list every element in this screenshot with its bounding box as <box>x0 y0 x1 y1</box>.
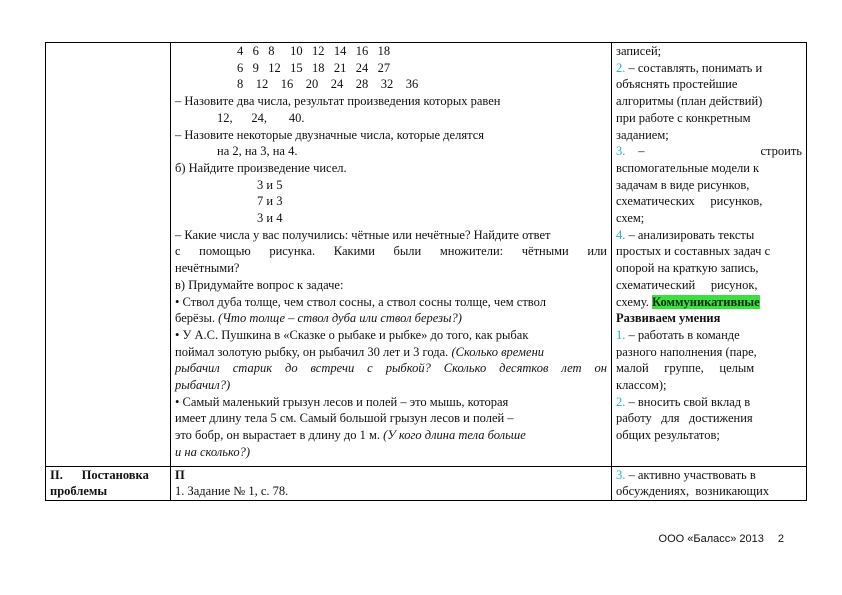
number-row-2: 6 9 12 15 18 21 24 27 <box>237 60 391 75</box>
skills-line: схематический рисунок, <box>616 277 758 292</box>
content-cell <box>171 466 612 500</box>
skills-line <box>616 60 802 77</box>
task-2-question-part-3: рыбачил?) <box>175 378 231 393</box>
task-2-line-3 <box>175 360 607 377</box>
skill-text: – работать в команде <box>625 327 740 342</box>
skills-line <box>616 327 802 344</box>
question-two-digit: – Назовите некоторые двузначные числа, которые делятся <box>175 127 484 142</box>
skill-number: 1. <box>616 327 626 342</box>
skill-number: 3. <box>616 467 626 482</box>
skills-line: вспомогательные модели к <box>616 160 760 175</box>
skill-text: – составлять, понимать и <box>625 60 763 75</box>
skill-number: 2. <box>616 60 626 75</box>
skills-line: алгоритмы (план действий) <box>616 94 763 109</box>
skills-line: при работе с конкретным <box>616 110 751 125</box>
task-2-question-part-1: (Сколько времени <box>451 344 545 359</box>
page-number: 2 <box>777 533 784 545</box>
skills-line: малой группе, целым <box>616 361 755 376</box>
stage-title: II. Постановка <box>50 467 149 482</box>
skills-line: опорой на краткую запись, <box>616 261 759 276</box>
row2-task: 1. Задание № 1, с. 78. <box>175 484 289 499</box>
skill-text: – активно участвовать в <box>625 467 756 482</box>
task-3-question-part-2: и на сколько?) <box>175 444 250 459</box>
lesson-plan-table <box>45 42 807 501</box>
content-cell <box>171 43 612 467</box>
task-1-question: (Что толще – ствол дуба или ствол березы?) <box>218 311 462 326</box>
question-product: – Назовите два числа, результат произведения которых равен <box>175 94 501 109</box>
pair-3: 3 и 4 <box>257 211 283 226</box>
skills-line: общих результатов; <box>616 428 720 443</box>
task-1-line-1: • Ствол дуба толще, чем ствол сосны, а ствол сосны толще, чем ствол <box>175 294 546 309</box>
task-3-line-1: • Самый маленький грызун лесов и полей – это мышь, которая <box>175 394 509 409</box>
skills-line <box>616 467 802 484</box>
skills-cell <box>612 466 807 500</box>
skills-line <box>616 394 802 411</box>
skills-line <box>616 294 802 311</box>
skills-line <box>616 227 802 244</box>
stage-cell <box>46 466 171 500</box>
skill-number: 3. <box>616 144 626 159</box>
row2-heading: П <box>175 467 185 482</box>
skills-line: задачам в виде рисунков, <box>616 177 750 192</box>
table-row <box>46 43 807 467</box>
task-1-line-2 <box>175 310 607 327</box>
stage-cell-empty <box>46 43 171 467</box>
task-2-line-2 <box>175 344 607 361</box>
part-v-heading: в) Придумайте вопрос к задаче: <box>175 277 344 292</box>
skills-line: работу для достижения <box>616 411 753 426</box>
skills-line: классом); <box>616 378 667 393</box>
communicative-highlight: Коммуникативные <box>652 294 760 309</box>
skill-text: – анализировать тексты <box>625 227 755 242</box>
question-even-line-2: с помощью рисунка. Какими были множители: чётными или <box>175 244 607 259</box>
number-row-1: 4 6 8 10 12 14 16 18 <box>237 44 391 58</box>
task-3-text: это бобр, он вырастает в длину до 1 м. <box>175 428 384 443</box>
question-even-line-3: нечётными? <box>175 261 240 276</box>
skill-text: – вносить свой вклад в <box>625 394 751 409</box>
stage-title-cont: проблемы <box>50 484 108 499</box>
task-2-question-part-2: рыбачил старик до встречи с рыбкой? Сколько десятков лет он <box>175 361 607 376</box>
question-two-digit-cont: на 2, на 3, на 4. <box>217 144 298 159</box>
skills-subheading: Развиваем умения <box>616 311 721 326</box>
question-product-values: 12, 24, 40. <box>217 110 305 125</box>
skills-line: объяснять простейшие <box>616 77 738 92</box>
number-row-3: 8 12 16 20 24 28 32 36 <box>237 77 419 92</box>
skills-line: простых и составных задач с <box>616 244 771 259</box>
skill-text: схему. <box>616 294 653 309</box>
task-3-line-3 <box>175 427 607 444</box>
page-footer <box>645 533 784 545</box>
skill-number: 4. <box>616 227 626 242</box>
question-even-line-1: – Какие числа у вас получились: чётные или нечётные? Найдите ответ <box>175 227 551 242</box>
footer-company: ООО «Баласс» 2013 <box>658 533 764 545</box>
skills-line <box>616 143 802 160</box>
skills-cell <box>612 43 807 467</box>
skills-line: обсуждениях, возникающих <box>616 484 770 499</box>
pair-2: 7 и 3 <box>257 194 283 209</box>
task-1-text: берёзы. <box>175 311 219 326</box>
skills-line: записей; <box>616 44 662 58</box>
skills-line: схем; <box>616 211 645 226</box>
task-3-line-4 <box>175 444 607 461</box>
table-row <box>46 466 807 500</box>
skills-line: заданием; <box>616 127 669 142</box>
skills-line: разного наполнения (паре, <box>616 344 757 359</box>
part-b-heading: б) Найдите произведение чисел. <box>175 160 347 175</box>
task-2-line-4 <box>175 377 607 394</box>
pair-1: 3 и 5 <box>257 177 283 192</box>
task-2-text: поймал золотую рыбку, он рыбачил 30 лет и 3 года. <box>175 344 452 359</box>
task-2-line-1: • У А.С. Пушкина в «Сказке о рыбаке и рыбке» до того, как рыбак <box>175 327 529 342</box>
task-3-question-part-1: (У кого длина тела больше <box>383 428 526 443</box>
skill-text: – строить <box>638 144 802 159</box>
task-3-line-2: имеет длину тела 5 см. Самый большой грызун лесов и полей – <box>175 411 514 426</box>
skills-line: схематических рисунков, <box>616 194 763 209</box>
skill-number: 2. <box>616 394 626 409</box>
